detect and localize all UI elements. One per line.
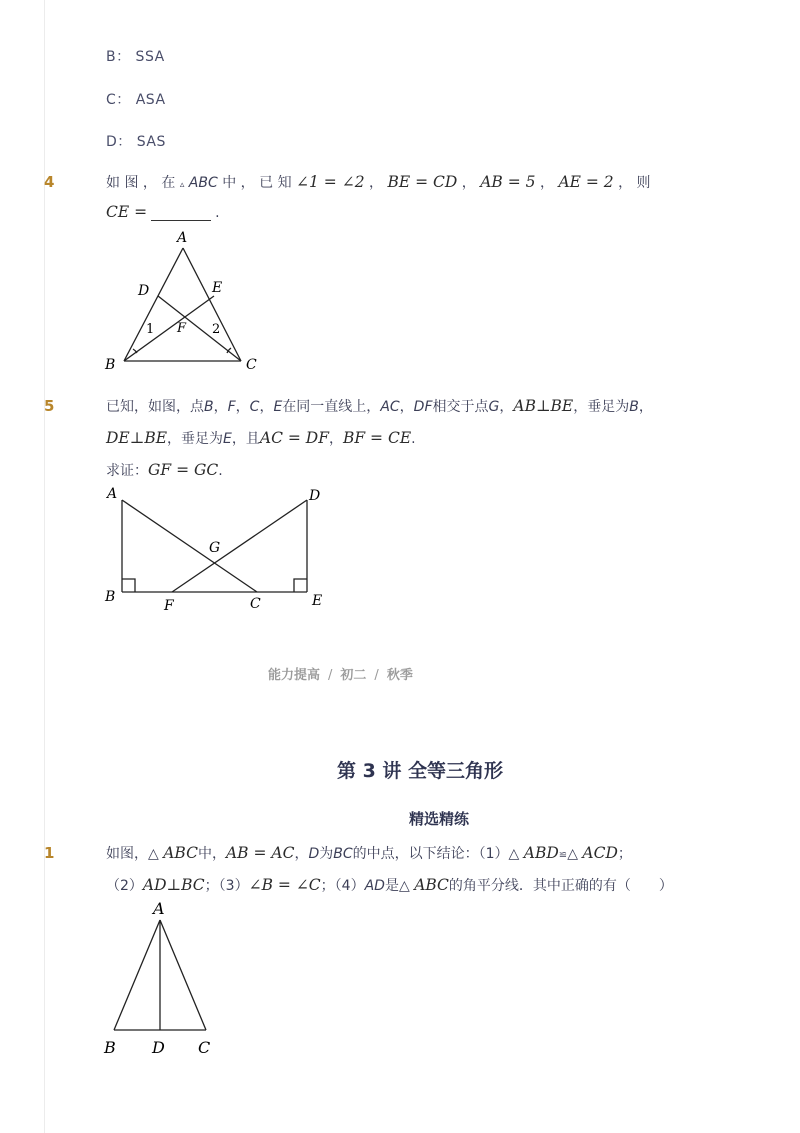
triangle-symbol: △ [567,846,578,862]
segment-ac [122,500,257,592]
q1-point: D [308,846,320,862]
label-angle-2: 2 [212,322,221,337]
label-e: E [312,593,323,609]
q1-acd: ACD [582,844,618,862]
q4-figure [100,226,270,376]
label-c: C [198,1038,211,1057]
q5-seg: DF [413,399,433,415]
q5-text: ，垂足为 [167,431,224,447]
right-angle-e [294,579,307,592]
q5-perp: AB⊥BE [513,397,574,415]
q5-text: 已知，如图，点 [106,399,204,415]
label-d: D [138,283,150,299]
q4-comma: ， [539,175,554,191]
q1-figure [100,898,230,1063]
q5-seg: AC [380,399,400,415]
right-angle-b [122,579,135,592]
label-d: D [309,488,321,504]
label-b: B [105,589,116,605]
q1-text: ， [294,846,309,862]
footer-separator: / [328,668,333,683]
q5-figure [100,482,340,617]
q1-seg: AD [364,878,385,894]
q5-text: ，垂足为 [573,399,630,415]
label-d: D [152,1038,165,1057]
label-a: A [177,230,188,246]
q5-point: C [249,399,260,415]
triangle-symbol: ▵ [179,180,185,190]
segment-df [172,500,307,592]
label-angle-1: 1 [146,322,155,337]
option-b[interactable]: B： SSA [106,49,165,65]
q5-point: G [488,399,500,415]
footer-separator: / [374,668,379,683]
q5-sep: ， [328,431,343,447]
q1-text: 是 [384,878,399,894]
question-number-1: 1 [44,844,55,862]
footer-grade: 初二 [340,668,367,683]
triangle-symbol: △ [148,846,159,862]
q1-text: 为 [319,846,334,862]
q1-abd: ABD [523,844,559,862]
q5-proof-end: . [218,463,223,479]
footer-term: 秋季 [386,668,413,683]
q5-text: 在同一直线上， [282,399,381,415]
q1-text: ；（4） [320,878,365,894]
q1-line-1 [106,843,632,863]
q5-perp: DE⊥BE [106,429,168,447]
triangle-symbol: △ [398,878,410,894]
q5-text: . [411,431,416,447]
q5-sep: ， [235,399,250,415]
label-e: E [212,280,223,296]
q4-comma: ， [369,175,384,191]
q5-point: F [227,399,236,415]
q4-equation: AE = 2 [558,173,614,191]
q1-text: 如图， [106,846,148,862]
q4-end: . [215,205,220,221]
q4-equation: AB = 5 [480,173,536,191]
footer-course: 能力提高 [268,668,321,683]
q1-text: ；（3） [204,878,249,894]
q1-equation: AB = AC [225,844,295,862]
label-g: G [209,540,221,556]
q5-sep: ， [259,399,274,415]
label-f: F [177,321,187,336]
q5-sep: ， [213,399,228,415]
edge-ab [124,248,183,361]
congruent-symbol: ≌ [558,850,568,861]
q1-perp: AD⊥BC [142,876,205,894]
q1-text: 的角平分线．其中正确的有（ ） [448,878,673,894]
q5-equation: AC = DF [259,429,329,447]
label-a: A [107,486,118,502]
label-b: B [104,1038,116,1057]
q1-angles: ∠B = ∠C [248,876,321,894]
option-c[interactable]: C： ASA [106,92,166,108]
q5-point: E [273,399,283,415]
q1-abc: ABC [414,876,449,894]
label-f: F [164,598,174,614]
label-b: B [105,357,116,373]
edge-ab [114,920,160,1030]
q5-sep: ， [399,399,414,415]
q5-point: B [204,399,214,415]
q1-text: ； [617,846,632,862]
q5-point: B [629,399,639,415]
q5-sep: ， [499,399,514,415]
page-footer-breadcrumb [268,664,413,683]
q4-line-1 [106,172,651,192]
q5-line-1 [106,396,653,416]
q5-text: ， [638,399,653,415]
q5-line-3 [106,460,223,480]
q1-abc: ABC [163,844,198,862]
q5-proof-equation: GF = GC [148,461,219,479]
triangle-symbol: △ [508,846,520,862]
section-title: 精选精练 [408,810,469,828]
question-number-5: 5 [44,397,55,415]
answer-blank[interactable] [151,206,211,221]
q1-text: （2） [106,878,143,894]
q4-text: 中 ， 已 知 [222,175,292,191]
q4-ce: CE = [106,203,148,221]
q4-line-2 [106,203,220,221]
left-margin-line [44,0,45,1133]
q5-proof-label: 求证： [106,463,148,479]
q4-comma: ， [461,175,476,191]
q1-text: 中， [197,846,226,862]
edge-ac [183,248,241,361]
edge-ac [160,920,206,1030]
label-a: A [153,899,165,918]
q4-text: ， 则 [618,175,651,191]
q5-equation: BF = CE [342,429,412,447]
q5-text: ，且 [231,431,260,447]
option-d[interactable]: D： SAS [106,134,166,150]
label-c: C [246,357,257,373]
q5-text: 相交于点 [432,399,489,415]
q5-line-2 [106,428,416,448]
q5-point: E [223,431,232,447]
q4-equation: ∠1 = ∠2 [296,173,365,191]
q4-abc: ABC [188,175,218,191]
q1-line-2 [106,875,673,895]
q1-text: 的中点，以下结论：（1） [352,846,509,862]
lecture-title: 第 3 讲 全等三角形 [336,760,504,782]
label-c: C [250,596,261,612]
q1-seg: BC [333,846,353,862]
question-number-4: 4 [44,173,55,191]
q4-text: 如 图 ， 在 [106,175,176,191]
q4-equation: BE = CD [387,173,458,191]
